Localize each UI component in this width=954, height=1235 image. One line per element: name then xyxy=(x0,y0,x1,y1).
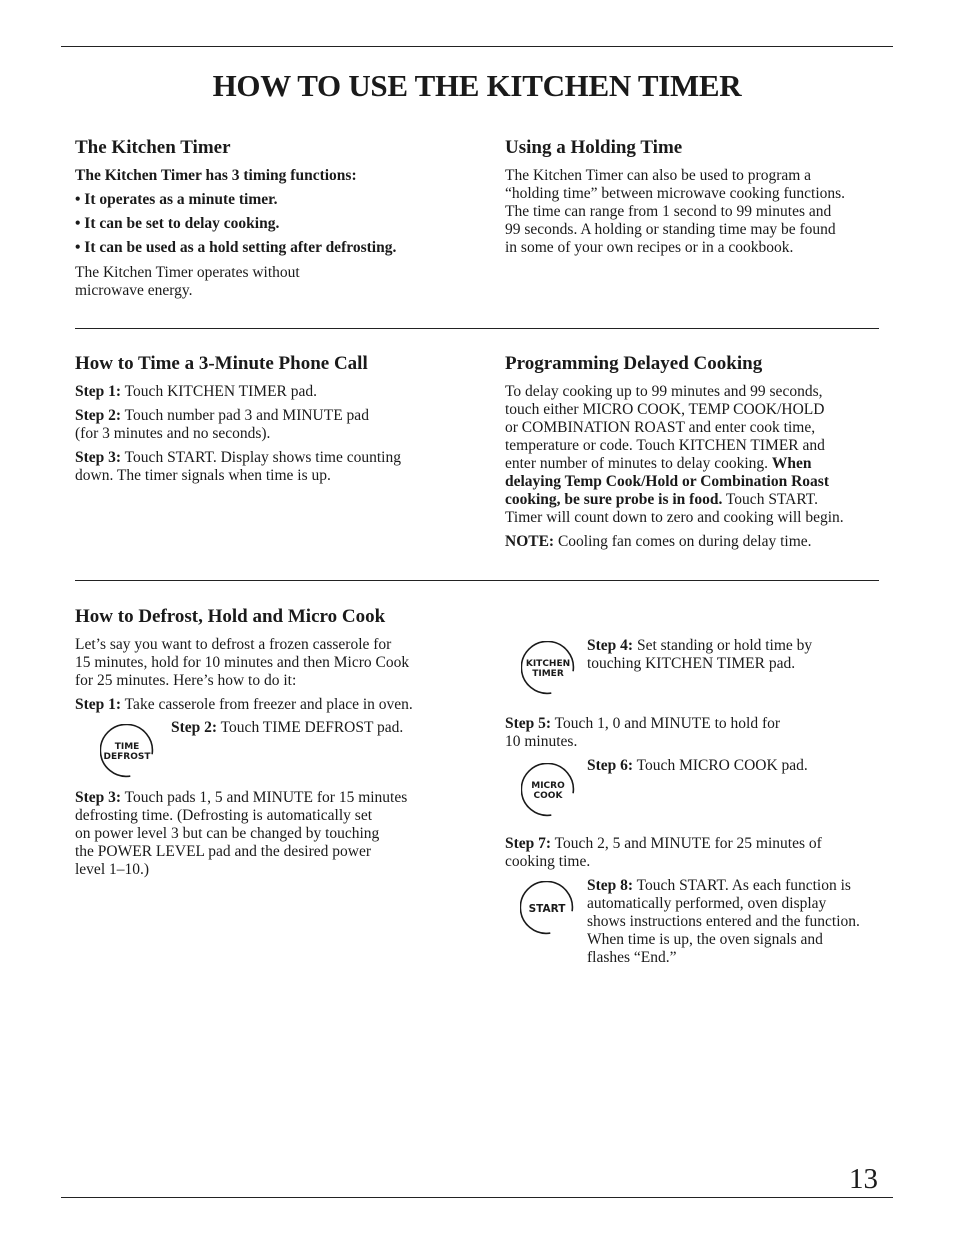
start-pad-icon xyxy=(520,881,572,933)
step-label: Step 3: xyxy=(75,449,122,466)
defrost-heading: How to Defrost, Hold and Micro Cook xyxy=(75,606,386,627)
kitchen-timer-intro: The Kitchen Timer has 3 timing functions: xyxy=(75,167,357,184)
pad-label: COOK xyxy=(533,791,563,801)
step-8-line-3: shows instructions entered and the function. xyxy=(587,913,860,930)
delayed-note xyxy=(505,533,890,551)
kitchen-timer-pad-icon xyxy=(521,641,573,693)
step-7-line-2: cooking time. xyxy=(505,853,591,870)
step-8-line-5: flashes “End.” xyxy=(587,949,677,966)
defrost-step-3 xyxy=(75,789,475,879)
phone-step-2-cont: (for 3 minutes and no seconds). xyxy=(75,425,271,442)
defrost-step-1 xyxy=(75,696,475,714)
delayed-line-7b: Touch START. xyxy=(722,491,818,508)
step-4-line-1 xyxy=(587,637,887,655)
bullet-1: • It operates as a minute timer. xyxy=(75,191,278,208)
holding-line-1: The Kitchen Timer can also be used to program a xyxy=(505,167,812,184)
delayed-line-7 xyxy=(505,491,890,509)
step-label: Step 3: xyxy=(75,789,122,806)
step-label: Step 6: xyxy=(587,757,634,774)
note-label: NOTE: xyxy=(505,533,555,550)
micro-cook-pad-icon xyxy=(521,763,573,815)
pad-label: TIME xyxy=(114,742,140,752)
phone-step-3 xyxy=(75,449,475,467)
kitchen-timer-note-1: The Kitchen Timer operates without xyxy=(75,264,300,281)
step-text: Touch number pad 3 and MINUTE pad xyxy=(121,407,369,424)
step-3-line-1 xyxy=(75,789,475,807)
step-text: Touch 1, 0 and MINUTE to hold for xyxy=(551,715,781,732)
delayed-heading: Programming Delayed Cooking xyxy=(505,353,763,374)
step-text: Set standing or hold time by xyxy=(633,637,813,654)
step-3-line-3: on power level 3 but can be changed by touching xyxy=(75,825,380,842)
step-label: Step 4: xyxy=(587,637,634,654)
delayed-line-7a: cooking, be sure probe is in food. xyxy=(505,491,723,508)
holding-line-3: The time can range from 1 second to 99 minutes and xyxy=(505,203,832,220)
holding-line-5: in some of your own recipes or in a cookbook. xyxy=(505,239,794,256)
delayed-line-3: or COMBINATION ROAST and enter cook time, xyxy=(505,419,816,436)
delayed-line-1: To delay cooking up to 99 minutes and 99 seconds, xyxy=(505,383,823,400)
holding-time-section xyxy=(505,137,885,257)
delayed-line-4: temperature or code. Touch KITCHEN TIMER and xyxy=(505,437,825,454)
delayed-line-8: Timer will count down to zero and cooking will begin. xyxy=(505,509,844,526)
step-4-line-2: touching KITCHEN TIMER pad. xyxy=(587,655,796,672)
step-text: Touch START. Display shows time counting xyxy=(121,449,401,466)
pad-label: KITCHEN xyxy=(525,659,571,669)
bullet-2: • It can be set to delay cooking. xyxy=(75,215,280,232)
delayed-line-6: delaying Temp Cook/Hold or Combination Roast xyxy=(505,473,829,490)
defrost-step-8 xyxy=(587,877,887,967)
kitchen-timer-section xyxy=(75,137,475,300)
step-text: Touch START. As each function is xyxy=(633,877,851,894)
defrost-step-5 xyxy=(505,715,885,751)
defrost-intro-1: Let’s say you want to defrost a frozen casserole for xyxy=(75,636,392,653)
note-text: Cooling fan comes on during delay time. xyxy=(554,533,812,550)
defrost-section xyxy=(75,606,475,714)
bullet-3: • It can be used as a hold setting after defrosting. xyxy=(75,239,397,256)
step-8-line-4: When time is up, the oven signals and xyxy=(587,931,823,948)
defrost-step-4 xyxy=(587,637,887,673)
step-text: Touch MICRO COOK pad. xyxy=(633,757,808,774)
step-label: Step 5: xyxy=(505,715,552,732)
time-defrost-pad-icon xyxy=(100,724,152,776)
delayed-line-5 xyxy=(505,455,890,473)
step-8-line-2: automatically performed, oven display xyxy=(587,895,827,912)
step-5-line-2: 10 minutes. xyxy=(505,733,578,750)
bottom-rule xyxy=(61,1197,893,1198)
phone-call-section xyxy=(75,353,475,485)
step-3-line-5: level 1–10.) xyxy=(75,861,150,878)
step-8-line-1 xyxy=(587,877,887,895)
pad-label: MICRO xyxy=(531,781,565,791)
phone-call-heading: How to Time a 3-Minute Phone Call xyxy=(75,353,368,374)
page-number: 13 xyxy=(849,1163,878,1195)
step-3-line-2: defrosting time. (Defrosting is automatically set xyxy=(75,807,373,824)
page-title: HOW TO USE THE KITCHEN TIMER xyxy=(212,68,742,103)
step-label: Step 1: xyxy=(75,383,122,400)
step-3-line-4: the POWER LEVEL pad and the desired power xyxy=(75,843,371,860)
kitchen-timer-heading: The Kitchen Timer xyxy=(75,137,231,158)
delayed-line-5a: enter number of minutes to delay cooking. xyxy=(505,455,772,472)
holding-line-4: 99 seconds. A holding or standing time may be found xyxy=(505,221,836,238)
step-text: Touch pads 1, 5 and MINUTE for 15 minutes xyxy=(121,789,408,806)
section-divider-2 xyxy=(75,580,879,581)
pad-label: DEFROST xyxy=(103,752,151,762)
step-label: Step 8: xyxy=(587,877,634,894)
delayed-line-5b: When xyxy=(771,455,812,472)
delayed-line-2: touch either MICRO COOK, TEMP COOK/HOLD xyxy=(505,401,825,418)
step-label: Step 7: xyxy=(505,835,552,852)
kitchen-timer-note-2: microwave energy. xyxy=(75,282,193,299)
delayed-cooking-section xyxy=(505,353,890,551)
section-divider-1 xyxy=(75,328,879,329)
holding-time-heading: Using a Holding Time xyxy=(505,137,683,158)
pad-label: START xyxy=(528,903,566,915)
phone-step-2 xyxy=(75,407,475,425)
step-label: Step 1: xyxy=(75,696,122,713)
defrost-step-2 xyxy=(171,719,471,737)
step-text: Take casserole from freezer and place in oven. xyxy=(121,696,413,713)
pad-label: TIMER xyxy=(532,669,564,679)
holding-line-2: “holding time” between microwave cooking functions. xyxy=(505,185,846,202)
step-text: Touch 2, 5 and MINUTE for 25 minutes of xyxy=(551,835,822,852)
defrost-intro-2: 15 minutes, hold for 10 minutes and then Micro Cook xyxy=(75,654,410,671)
step-label: Step 2: xyxy=(171,719,218,736)
top-rule xyxy=(61,46,893,47)
phone-step-3-cont: down. The timer signals when time is up. xyxy=(75,467,331,484)
defrost-intro-3: for 25 minutes. Here’s how to do it: xyxy=(75,672,297,689)
defrost-step-7 xyxy=(505,835,885,871)
step-label: Step 2: xyxy=(75,407,122,424)
step-7-line-1 xyxy=(505,835,885,853)
defrost-step-6 xyxy=(587,757,887,775)
step-text: Touch TIME DEFROST pad. xyxy=(217,719,404,736)
step-5-line-1 xyxy=(505,715,885,733)
phone-step-1 xyxy=(75,383,475,401)
step-text: Touch KITCHEN TIMER pad. xyxy=(121,383,318,400)
